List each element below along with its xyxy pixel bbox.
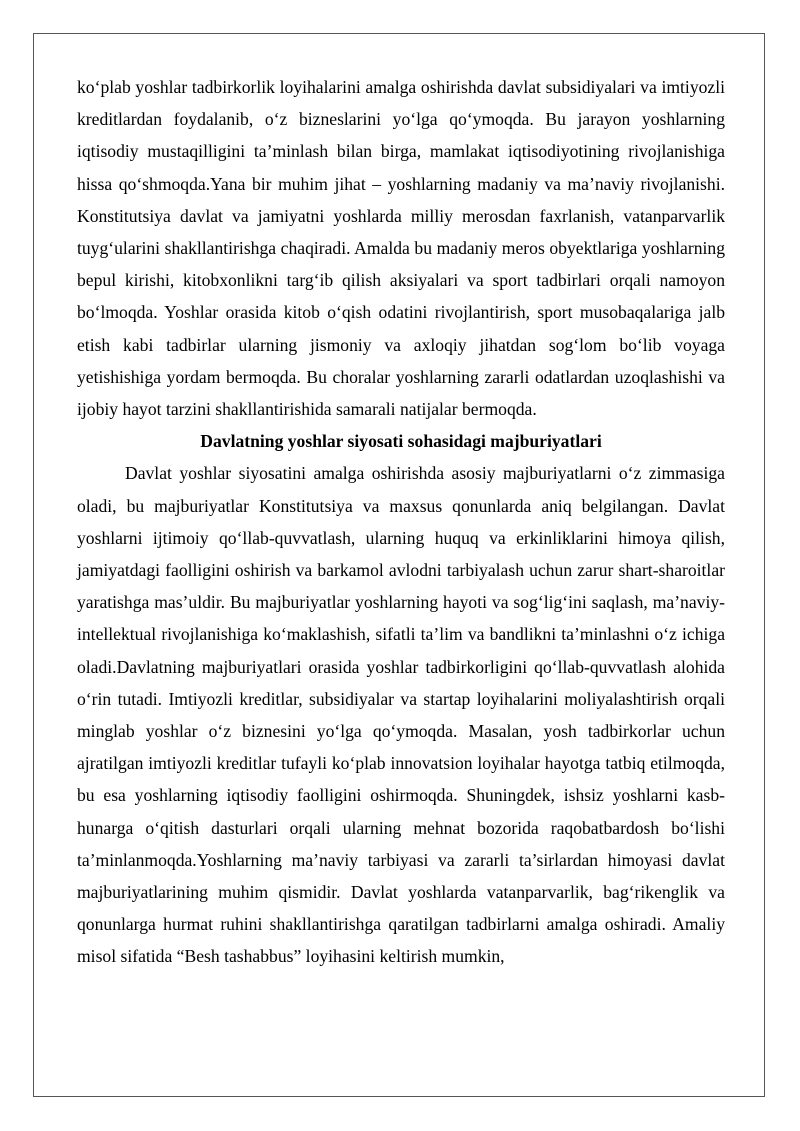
paragraph: Davlat yoshlar siyosatini amalga oshirishda asosiy majburiyatlarni o‘z zimmasiga oladi, bu majburiyatlar Konstitutsiya va maxsus qonunlarda aniq belgilangan. Davlat yoshlarni ijtimoiy qo‘llab-quvvatlash, ularning huquq va erkinliklarini himoya qilish, jamiyatdagi faolligini oshirish va barkamol avlodni tarbiyalash uchun zarur shart-sharoitlar yaratishga mas’uldir. Bu majburiyatlar yoshlarning hayoti va sog‘lig‘ini saqlash, ma’naviy-intellektual rivojlanishiga ko‘maklashish, sifatli ta’lim va bandlikni ta’minlashni o‘z ichiga oladi.Davlatning majburiyatlari orasida yoshlar tadbirkorligini qo‘llab-quvvatlash alohida o‘rin tutadi. Imtiyozli kreditlar, subsidiyalar va startap loyihalarini moliyalashtirish orqali minglab yoshlar o‘z biznesini yo‘lga qo‘ymoqda. Masalan, yosh tadbirkorlar uchun ajratilgan imtiyozli kreditlar tufayli ko‘plab innovatsion loyihalar hayotga tatbiq etilmoqda, bu esa yoshlarning iqtisodiy faolligini oshirmoqda. Shuningdek, ishsiz yoshlarni kasb-hunarga o‘qitish dasturlari orqali ularning mehnat bozorida raqobatbardosh bo‘lishi ta’minlanmoqda.Yoshlarning ma’naviy tarbiyasi va zararli ta’sirlardan himoyasi davlat majburiyatlarining muhim qismidir. Davlat yoshlarda vatanparvarlik, bag‘rikenglik va qonunlarga hurmat ruhini shakllantirishga qaratilgan tadbirlarni amalga oshiradi. Amaliy misol sifatida “Besh tashabbus” loyihasini keltirish mumkin, — [77, 463, 725, 967]
document-body — [77, 71, 725, 973]
section-heading: Davlatning yoshlar siyosati sohasidagi majburiyatlari — [200, 431, 602, 452]
paragraph: ko‘plab yoshlar tadbirkorlik loyihalarini amalga oshirishda davlat subsidiyalari va imtiyozli kreditlardan foydalanib, o‘z bizneslarini yo‘lga qo‘ymoqda. Bu jarayon yoshlarning iqtisodiy mustaqilligini ta’minlash bilan birga, mamlakat iqtisodiyotining rivojlanishiga hissa qo‘shmoqda.Yana bir muhim jihat – yoshlarning madaniy va ma’naviy rivojlanishi. Konstitutsiya davlat va jamiyatni yoshlarda milliy merosdan faxrlanish, vatanparvarlik tuyg‘ularini shakllantirishga chaqiradi. Amalda bu madaniy meros obyektlariga yoshlarning bepul kirishi, kitobxonlikni targ‘ib qilish aksiyalari va sport tadbirlari orqali namoyon bo‘lmoqda. Yoshlar orasida kitob o‘qish odatini rivojlantirish, sport musobaqalariga jalb etish kabi tadbirlar ularning jismoniy va axloqiy jihatdan sog‘lom bo‘lib voyaga yetishishiga yordam bermoqda. Bu choralar yoshlarning zararli odatlardan uzoqlashishi va ijobiy hayot tarzini shakllantirishida samarali natijalar bermoqda. — [77, 77, 725, 420]
